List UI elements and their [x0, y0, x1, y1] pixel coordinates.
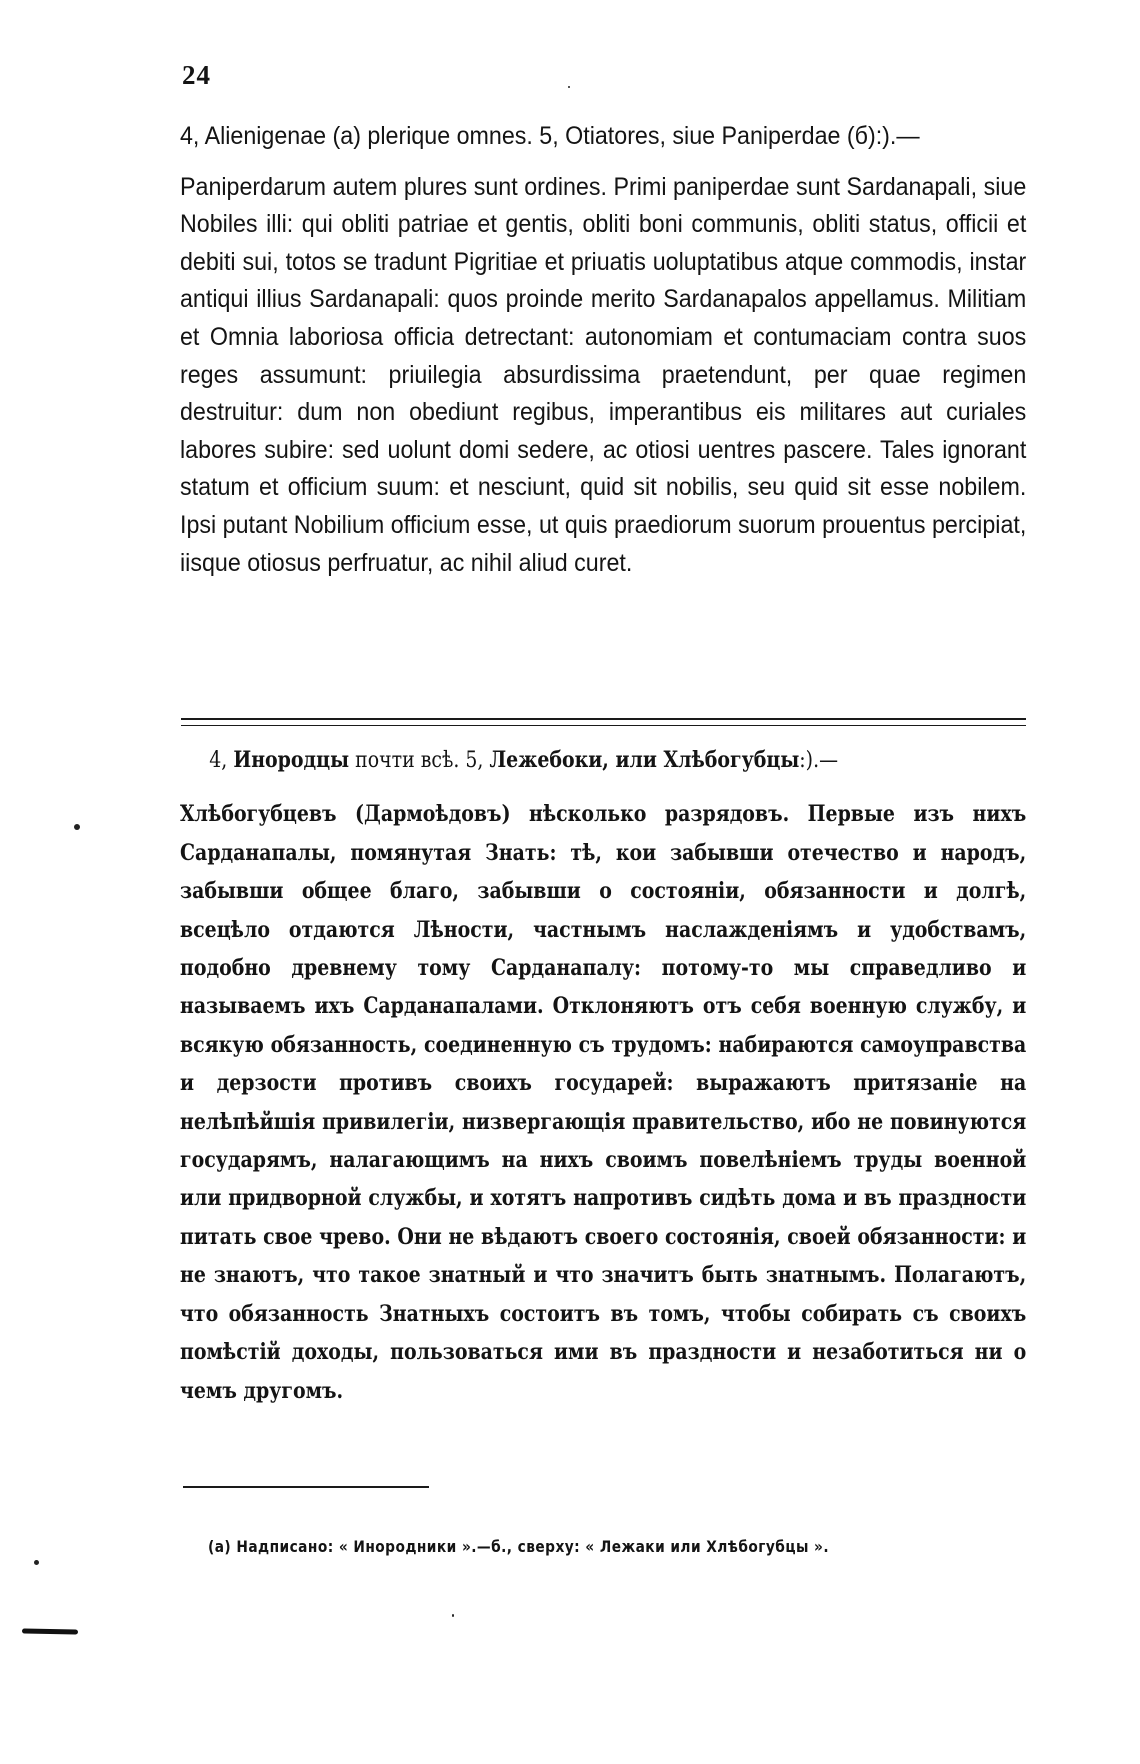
margin-ink-mark [22, 1629, 78, 1635]
ink-speck [452, 1614, 454, 1617]
section-divider-thick [181, 718, 1026, 720]
russian-heading [180, 741, 1026, 780]
ink-speck [568, 86, 570, 88]
russian-paragraph: Хлѣбогубцевъ (Дармоѣдовъ) нѣсколько разрядовъ. Первые изъ нихъ Сарданапалы, помянутая Знать: тѣ, кои забывши отечество и народъ, забывши общее благо, забывши о состояніи, обязанности и долгѣ, всецѣло отдаются Лѣности, частнымъ наслажденіямъ и удобствамъ, подобно древнему тому Сарданапалу: потому-то мы справедливо и называемъ ихъ Сарданапалами. Отклоняютъ отъ себя военную службу, и всякую обязанность, соединенную съ трудомъ: набираются самоуправства и дерзости противъ своихъ государей: выражаютъ притязаніе на нелѣпѣйшія привилегіи, низвергающія правительство, ибо не повинуются государямъ, налагающимъ на нихъ своимъ повелѣніемъ труды военной или придворной службы, и хотятъ напротивъ сидѣть дома и въ праздности питать свое чрево. Они не вѣдаютъ своего состоянія, своей обязанности: и не знаютъ, что такое знатный и что значитъ быть знатнымъ. Полагаютъ, что обязанность Знатныхъ состоитъ въ томъ, чтобы собирать съ своихъ помѣстій доходы, пользоваться ими въ праздности и незаботиться ни о чемъ другомъ. [180, 801, 1027, 1404]
ink-speck [34, 1560, 39, 1565]
latin-heading: 4, Alienigenae (a) plerique omnes. 5, Otiatores, siue Paniperdae (б):).— [180, 122, 920, 150]
russian-heading-term1: Инородцы [233, 747, 350, 773]
footnote-divider [183, 1486, 429, 1488]
ink-speck [74, 824, 80, 830]
latin-text [180, 118, 1026, 582]
latin-paragraph: Paniperdarum autem plures sunt ordines. Primi paniperdae sunt Sardanapali, siue Nobiles illi: qui obliti patriae et gentis, obliti boni communis, obliti status, officii et debiti sui, totos se tradunt Pigritiae et priuatis uoluptatibus atque commodis, instar antiqui illius Sardanapali: quos proinde merito Sardanapalos appellamus. Militiam et Omnia laboriosa officia detrectant: autonomiam et contumaciam contra suos reges assumunt: priuilegia absurdissima praetendunt, per quae regimen destruitur: dum non obediunt regibus, imperantibus eis militares aut curiales labores subire: sed uolunt domi sedere, ac otiosi uentres pascere. Tales ignorant statum et officium suum: et nesciunt, quid sit nobilis, seu quid sit esse nobilem. Ipsi putant Nobilium officium esse, ut quis praediorum suorum prouentus percipiat, iisque otiosus perfruatur, ac nihil aliud curet. [180, 172, 1027, 577]
russian-text [180, 741, 1026, 1410]
russian-heading-num1: 4, [209, 748, 228, 773]
russian-heading-term2: Лежебоки, или Хлѣбогубцы [489, 747, 800, 773]
section-divider-thin [181, 725, 1026, 726]
page-number: 24 [182, 60, 211, 90]
footnote: (а) Надписано: « Инородники ».—б., сверху: « Лежаки или Хлѣбогубцы ». [208, 1537, 830, 1556]
russian-heading-mid: почти всѣ. 5, [355, 748, 484, 773]
russian-heading-end: :).— [799, 748, 839, 773]
